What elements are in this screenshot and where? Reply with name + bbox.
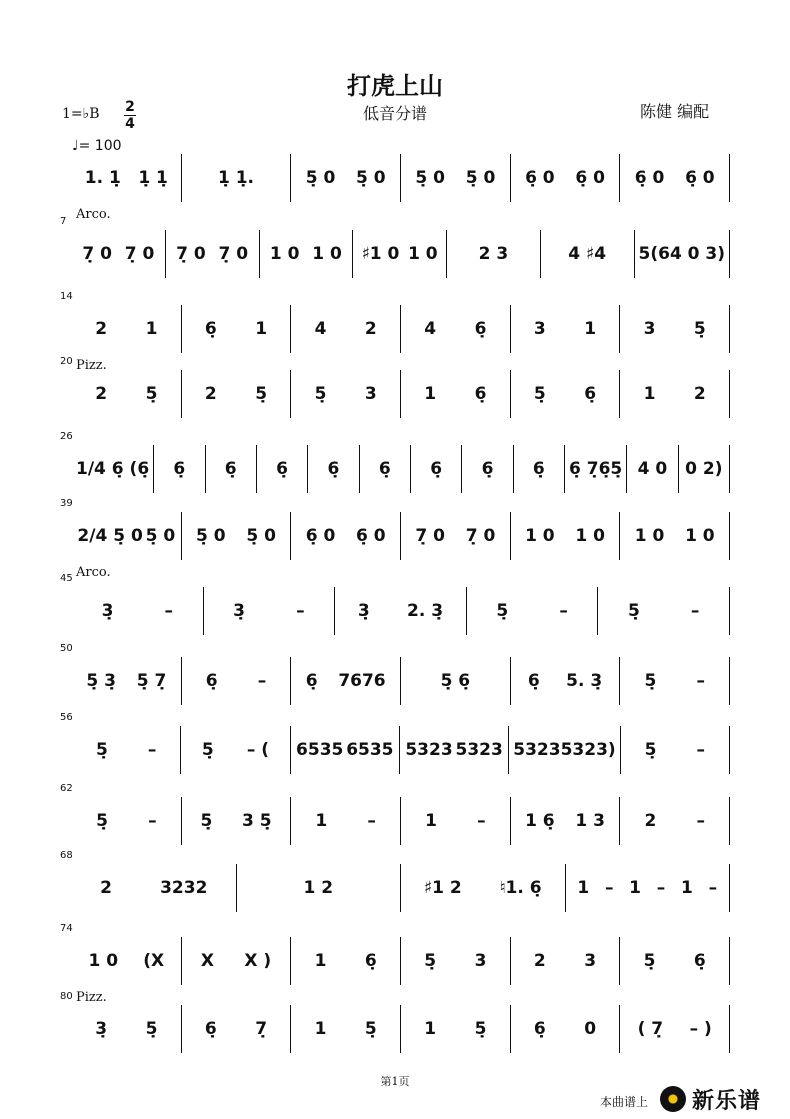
measure bbox=[291, 370, 401, 418]
time-signature bbox=[124, 100, 136, 131]
note-group: 2 bbox=[693, 384, 706, 404]
measure bbox=[182, 797, 292, 845]
measure bbox=[401, 937, 511, 985]
note-group: 2/4 5̣ 0 bbox=[77, 526, 143, 546]
note-group: 6̣ bbox=[474, 384, 487, 404]
score-system bbox=[72, 154, 730, 222]
note-group: 1 bbox=[424, 384, 437, 404]
measure bbox=[565, 445, 627, 493]
time-signature-bottom: 4 bbox=[125, 116, 135, 132]
measure bbox=[620, 937, 730, 985]
note-group: 1 bbox=[315, 811, 328, 831]
note-group: 1 bbox=[314, 951, 327, 971]
note-group: 6̣ 0 bbox=[575, 168, 605, 188]
measure bbox=[291, 726, 400, 774]
measure bbox=[72, 370, 182, 418]
note-group: 5̣ bbox=[693, 319, 706, 339]
note-group: 5̣ 0 bbox=[465, 168, 496, 188]
measure bbox=[291, 937, 401, 985]
note-group: 6̣ bbox=[205, 671, 218, 691]
note-group: 1 0 bbox=[575, 526, 605, 546]
measure bbox=[72, 657, 182, 705]
note-group: 6̣ bbox=[276, 459, 288, 479]
note-group: – bbox=[296, 601, 305, 621]
measure bbox=[635, 230, 731, 278]
note-group: 5̣ bbox=[496, 601, 509, 621]
score-system bbox=[60, 498, 730, 580]
note-group: 3̣ bbox=[357, 601, 370, 621]
note-group: 5̣ 0 bbox=[196, 526, 226, 546]
measure bbox=[401, 1005, 511, 1053]
note-group: 5̣ 7̣ bbox=[136, 671, 167, 691]
measure-number: 45 bbox=[60, 573, 73, 584]
note-group: 6535 bbox=[296, 740, 344, 760]
note-group: 7̣ 0 bbox=[124, 244, 155, 264]
note-group: 1 0 bbox=[634, 526, 665, 546]
note-group: 5̣ bbox=[145, 1019, 158, 1039]
measure bbox=[511, 512, 621, 560]
note-group: 6̣ 0 bbox=[356, 526, 386, 546]
measure bbox=[291, 154, 401, 202]
measure bbox=[72, 305, 182, 353]
note-group: 5323) bbox=[560, 740, 616, 760]
measure-number: 68 bbox=[60, 850, 73, 861]
note-group: 7676 bbox=[338, 671, 386, 691]
note-group: 6̣ bbox=[173, 459, 186, 479]
note-group: 2 3 bbox=[478, 244, 509, 264]
note-group: 6̣ bbox=[364, 951, 377, 971]
note-group: 5̣ bbox=[424, 951, 437, 971]
measure bbox=[621, 726, 730, 774]
note-group: 6̣ 7̣6̣5̣ bbox=[569, 459, 623, 479]
arranger-credit: 陈健 编配 bbox=[640, 102, 710, 121]
measure-number: 80 bbox=[60, 991, 73, 1002]
note-group: 5̣ bbox=[255, 384, 268, 404]
measure bbox=[541, 230, 635, 278]
measure bbox=[154, 445, 205, 493]
note-group: 2 bbox=[95, 384, 108, 404]
technique-marking: Arco. bbox=[76, 565, 111, 580]
time-signature-top: 2 bbox=[125, 99, 135, 115]
measure-number: 56 bbox=[60, 712, 73, 723]
note-group: 6̣ bbox=[532, 459, 545, 479]
note-group: 1 0 bbox=[685, 526, 715, 546]
measure-number: 62 bbox=[60, 783, 73, 794]
note-group: 1. 1̣ bbox=[84, 168, 121, 188]
note-group: 6̣ bbox=[204, 319, 217, 339]
measure bbox=[400, 726, 509, 774]
measure bbox=[206, 445, 257, 493]
score-system bbox=[60, 431, 730, 493]
measure bbox=[620, 657, 730, 705]
note-group: 6̣ bbox=[527, 671, 540, 691]
note-group: 6̣ bbox=[224, 459, 237, 479]
measure bbox=[72, 864, 237, 912]
note-group: 3 bbox=[533, 319, 546, 339]
measure bbox=[627, 445, 678, 493]
note-group: 1 0 bbox=[269, 244, 300, 264]
measure bbox=[401, 512, 511, 560]
note-group: 4 0 3) bbox=[669, 244, 726, 264]
note-group: ♯1 2 bbox=[423, 878, 462, 898]
staff-line bbox=[72, 512, 730, 560]
note-group: 5̣ 0 bbox=[246, 526, 276, 546]
note-group: 0 2) bbox=[685, 459, 723, 479]
note-group: 5̣ bbox=[643, 951, 656, 971]
note-group: 5̣ bbox=[200, 811, 213, 831]
note-group: 5. 3̣ bbox=[566, 671, 603, 691]
note-group: 1 0 bbox=[312, 244, 342, 264]
note-group: 2. 3̣ bbox=[407, 601, 444, 621]
note-group: 6̣ bbox=[204, 1019, 217, 1039]
note-group: – ( bbox=[246, 740, 270, 760]
note-group: 6̣ bbox=[584, 384, 597, 404]
note-group: 6̣ bbox=[305, 671, 318, 691]
note-group: 6̣ 0 bbox=[634, 168, 665, 188]
note-group: 4 bbox=[314, 319, 327, 339]
score-system bbox=[60, 573, 730, 635]
staff-line bbox=[72, 445, 730, 493]
note-group: 5̣ bbox=[201, 740, 214, 760]
measure bbox=[72, 587, 204, 635]
score-system bbox=[60, 783, 730, 845]
note-group: 6̣ 0 bbox=[685, 168, 715, 188]
note-group: 5̣ 0 bbox=[356, 168, 386, 188]
note-group: 6̣ 0 bbox=[525, 168, 555, 188]
score-system bbox=[60, 712, 730, 774]
note-group: 1 0 bbox=[408, 244, 438, 264]
measure-number: 7 bbox=[60, 216, 67, 227]
technique-marking: Pizz. bbox=[76, 358, 107, 373]
note-group: 3 bbox=[584, 951, 597, 971]
measure bbox=[237, 864, 402, 912]
staff-line bbox=[72, 370, 730, 418]
measure bbox=[291, 512, 401, 560]
note-group: 1/4 6̣ ( bbox=[76, 459, 138, 479]
measure bbox=[72, 512, 182, 560]
note-group: 3232 bbox=[160, 878, 208, 898]
note-group: 5̣ bbox=[627, 601, 640, 621]
measure bbox=[620, 1005, 730, 1053]
measure bbox=[182, 370, 292, 418]
note-group: 5̣ 0 bbox=[415, 168, 445, 188]
measure bbox=[291, 1005, 401, 1053]
page-title: 打虎上山 bbox=[347, 71, 443, 100]
note-group: 6̣ bbox=[693, 951, 706, 971]
note-group: 5̣ bbox=[95, 740, 108, 760]
measure-number: 50 bbox=[60, 643, 73, 654]
score-system bbox=[60, 216, 730, 278]
measure bbox=[566, 864, 731, 912]
vinyl-disc-icon bbox=[660, 1086, 686, 1112]
note-group: – bbox=[604, 878, 614, 898]
footer-credit: 本曲谱上 bbox=[600, 1095, 649, 1109]
note-group: 5(6 bbox=[638, 244, 670, 264]
note-group: X ) bbox=[244, 951, 272, 971]
note-group: 5323 bbox=[455, 740, 503, 760]
note-group: 1 bbox=[577, 878, 590, 898]
note-group: 6̣ bbox=[137, 459, 150, 479]
measure bbox=[401, 370, 511, 418]
measure bbox=[72, 937, 182, 985]
note-group: 1 bbox=[314, 1019, 327, 1039]
measure bbox=[620, 797, 730, 845]
note-group: – bbox=[367, 811, 376, 831]
measure bbox=[511, 305, 621, 353]
note-group: 1 bbox=[643, 384, 656, 404]
note-group: 1 bbox=[680, 878, 693, 898]
measure bbox=[72, 445, 154, 493]
note-group: 5̣ bbox=[533, 384, 546, 404]
note-group: 5323 bbox=[405, 740, 453, 760]
note-group: – bbox=[696, 811, 705, 831]
measure bbox=[353, 230, 447, 278]
note-group: 2 bbox=[533, 951, 546, 971]
measure bbox=[257, 445, 308, 493]
measure bbox=[401, 797, 511, 845]
measure bbox=[514, 445, 565, 493]
staff-line bbox=[72, 154, 730, 202]
note-group: ♮1. 6̣ bbox=[499, 878, 542, 898]
note-group: 1 bbox=[145, 319, 158, 339]
note-group: – bbox=[164, 601, 174, 621]
measure bbox=[401, 305, 511, 353]
note-group: 6̣ bbox=[378, 459, 391, 479]
note-group: 2 bbox=[204, 384, 217, 404]
note-group: 1 bbox=[424, 1019, 437, 1039]
note-group: – bbox=[148, 811, 157, 831]
note-group: – bbox=[147, 740, 157, 760]
note-group: 5̣ 3̣ bbox=[86, 671, 116, 691]
measure-number: 20 bbox=[60, 356, 73, 367]
note-group: 2 bbox=[364, 319, 377, 339]
note-group: 4 bbox=[424, 319, 437, 339]
measure bbox=[182, 1005, 292, 1053]
note-group: 2 bbox=[644, 811, 657, 831]
note-group: 3 bbox=[474, 951, 487, 971]
technique-marking: Arco. bbox=[76, 207, 111, 222]
measure bbox=[72, 1005, 182, 1053]
note-group: 3̣ bbox=[95, 1019, 108, 1039]
measure-number: 14 bbox=[60, 291, 73, 302]
measure bbox=[182, 937, 292, 985]
note-group: 1 2 bbox=[303, 878, 334, 898]
measure bbox=[511, 657, 621, 705]
measure bbox=[182, 305, 292, 353]
note-group: 6̣ bbox=[327, 459, 340, 479]
measure bbox=[509, 726, 620, 774]
note-group: 0 bbox=[584, 1019, 597, 1039]
measure bbox=[401, 154, 511, 202]
measure bbox=[447, 230, 541, 278]
measure bbox=[467, 587, 599, 635]
measure bbox=[72, 797, 182, 845]
measure bbox=[620, 370, 730, 418]
note-group: 1 bbox=[255, 319, 268, 339]
measure bbox=[182, 512, 292, 560]
measure bbox=[72, 154, 182, 202]
measure bbox=[166, 230, 260, 278]
measure bbox=[72, 230, 166, 278]
measure bbox=[511, 1005, 621, 1053]
note-group: – ) bbox=[689, 1019, 712, 1039]
measure bbox=[620, 512, 730, 560]
note-group: 5323 bbox=[513, 740, 561, 760]
note-group: 6535 bbox=[346, 740, 394, 760]
site-logo bbox=[660, 1084, 780, 1114]
note-group: 5̣ 0 bbox=[305, 168, 336, 188]
measure-number: 74 bbox=[60, 923, 73, 934]
note-group: – bbox=[656, 878, 666, 898]
note-group: 1 bbox=[425, 811, 437, 831]
note-group: – bbox=[257, 671, 267, 691]
measure bbox=[511, 370, 621, 418]
note-group: 3̣ bbox=[233, 601, 245, 621]
note-group: 2 bbox=[95, 319, 108, 339]
note-group: 1 bbox=[584, 319, 597, 339]
measure bbox=[181, 726, 290, 774]
note-group: 6̣ bbox=[474, 319, 487, 339]
note-group: 1 bbox=[629, 878, 642, 898]
note-group: – bbox=[477, 811, 486, 831]
note-group: 5̣ bbox=[314, 384, 327, 404]
measure-number: 26 bbox=[60, 431, 73, 442]
staff-line bbox=[72, 587, 730, 635]
note-group: (X bbox=[143, 951, 165, 971]
note-group: 4 0 bbox=[637, 459, 668, 479]
part-subtitle: 低音分谱 bbox=[362, 104, 427, 123]
measure bbox=[620, 305, 730, 353]
measure bbox=[291, 305, 401, 353]
note-group: 6̣ bbox=[533, 1019, 546, 1039]
measure bbox=[462, 445, 513, 493]
measure bbox=[182, 154, 292, 202]
measure-number: 39 bbox=[60, 498, 73, 509]
note-group: – bbox=[696, 671, 705, 691]
measure bbox=[401, 657, 511, 705]
note-group: 5̣ bbox=[644, 740, 657, 760]
site-brand: 新乐谱 bbox=[692, 1088, 762, 1114]
page-number: 第1页 bbox=[380, 1075, 410, 1088]
note-group: 7̣ 0 bbox=[176, 244, 206, 264]
note-group: 1 0 bbox=[525, 526, 555, 546]
staff-line bbox=[72, 726, 730, 774]
note-group: 7̣ 0 bbox=[82, 244, 112, 264]
note-group: 5̣ bbox=[474, 1019, 487, 1039]
note-group: ♯1 0 bbox=[361, 244, 400, 264]
staff-line bbox=[72, 230, 730, 278]
note-group: X bbox=[200, 951, 214, 971]
note-group: 2 bbox=[100, 878, 112, 898]
measure bbox=[182, 657, 292, 705]
note-group: 7̣ 0 bbox=[465, 526, 496, 546]
measure bbox=[620, 154, 730, 202]
note-group: 1̣ 1̣ bbox=[138, 168, 168, 188]
measure bbox=[598, 587, 730, 635]
measure bbox=[360, 445, 411, 493]
score-system bbox=[60, 643, 730, 705]
note-group: 4 ♯4 bbox=[568, 244, 607, 264]
tempo-marking: ♩= 100 bbox=[72, 138, 122, 154]
note-group: 3 5̣ bbox=[241, 811, 272, 831]
note-group: ( 7̣ bbox=[637, 1019, 664, 1039]
note-group: 3 bbox=[643, 319, 656, 339]
measure bbox=[204, 587, 336, 635]
note-group: 5̣ bbox=[96, 811, 108, 831]
note-group: 6̣ 0 bbox=[305, 526, 336, 546]
note-group: 7̣ bbox=[255, 1019, 268, 1039]
note-group: 5̣ bbox=[644, 671, 657, 691]
key-signature: 1=♭B bbox=[62, 106, 100, 122]
note-group: 5̣ 6̣ bbox=[440, 671, 471, 691]
staff-line bbox=[72, 797, 730, 845]
measure bbox=[291, 657, 401, 705]
staff-line bbox=[72, 305, 730, 353]
measure bbox=[335, 587, 467, 635]
note-group: 3̣ bbox=[101, 601, 114, 621]
note-group: 1 0 bbox=[88, 951, 119, 971]
technique-marking: Pizz. bbox=[76, 990, 107, 1005]
measure bbox=[679, 445, 730, 493]
note-group: 5̣ 0 bbox=[145, 526, 176, 546]
measure bbox=[308, 445, 359, 493]
score-system bbox=[60, 850, 730, 912]
note-group: 3 bbox=[364, 384, 377, 404]
measure bbox=[411, 445, 462, 493]
note-group: 1 6̣ bbox=[525, 811, 555, 831]
staff-line bbox=[72, 937, 730, 985]
note-group: – bbox=[696, 740, 705, 760]
measure bbox=[291, 797, 401, 845]
note-group: 6̣ bbox=[481, 459, 494, 479]
measure bbox=[511, 797, 621, 845]
measure bbox=[72, 726, 181, 774]
note-group: – bbox=[690, 601, 700, 621]
staff-line bbox=[72, 864, 730, 912]
note-group: – bbox=[708, 878, 718, 898]
note-group: 5̣ bbox=[145, 384, 158, 404]
staff-line bbox=[72, 1005, 730, 1053]
note-group: 7̣ 0 bbox=[415, 526, 445, 546]
note-group: 1̣ 1̣. bbox=[217, 168, 255, 188]
staff-line bbox=[72, 657, 730, 705]
measure bbox=[511, 154, 621, 202]
note-group: 5̣ bbox=[364, 1019, 377, 1039]
note-group: – bbox=[559, 601, 568, 621]
measure bbox=[511, 937, 621, 985]
note-group: 6̣ bbox=[430, 459, 443, 479]
note-group: 1 3 bbox=[575, 811, 605, 831]
measure bbox=[260, 230, 354, 278]
note-group: 7̣ 0 bbox=[218, 244, 249, 264]
measure bbox=[401, 864, 566, 912]
